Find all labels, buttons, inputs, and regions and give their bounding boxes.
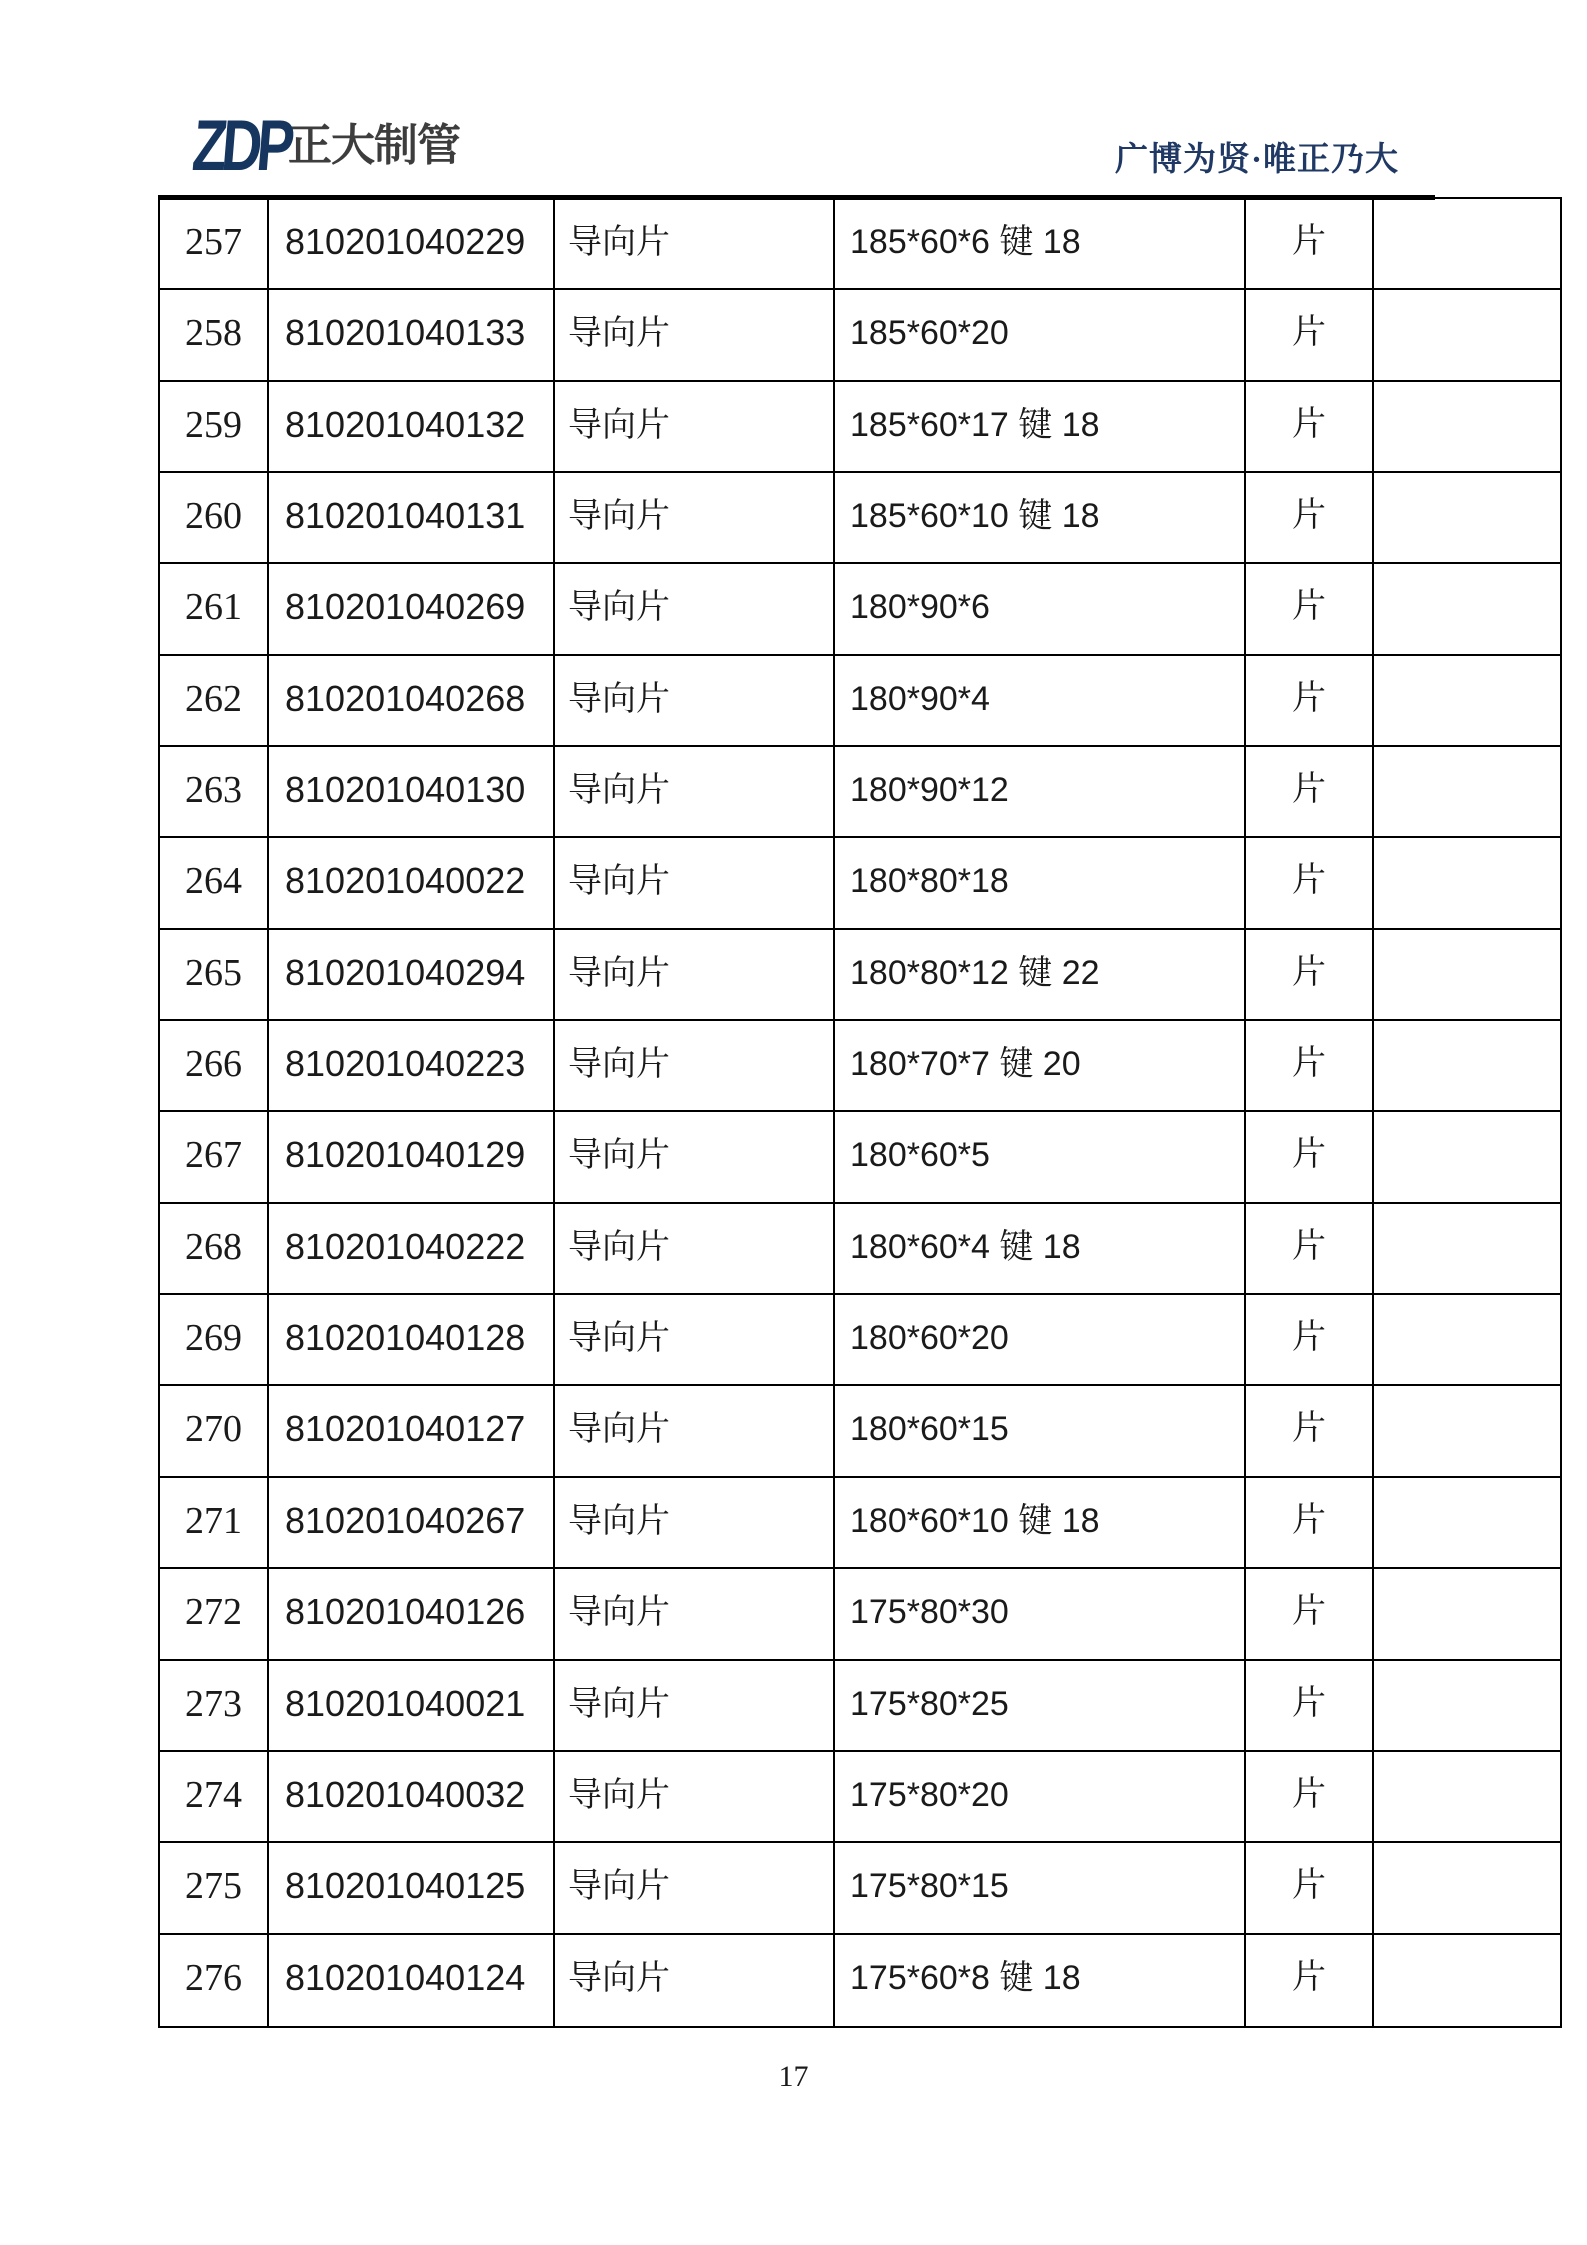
unit-cell: 片	[1246, 1843, 1374, 1934]
table-row	[160, 930, 1560, 1021]
row-number-cell: 264	[160, 838, 269, 929]
product-name-cell: 导向片	[555, 473, 835, 564]
product-name-cell: 导向片	[555, 1752, 835, 1843]
table-row	[160, 1386, 1560, 1477]
unit-cell: 片	[1246, 199, 1374, 290]
remark-cell	[1374, 838, 1560, 929]
product-name-cell: 导向片	[555, 656, 835, 747]
remark-cell	[1374, 1204, 1560, 1295]
row-number-cell: 259	[160, 382, 269, 473]
remark-cell	[1374, 564, 1560, 655]
company-logo	[189, 106, 460, 186]
remark-cell	[1374, 199, 1560, 290]
row-number-cell: 270	[160, 1386, 269, 1477]
table-row	[160, 199, 1560, 290]
product-name-cell: 导向片	[555, 1843, 835, 1934]
row-number-cell: 257	[160, 199, 269, 290]
material-code-cell: 810201040126	[269, 1569, 555, 1660]
material-code-cell: 810201040129	[269, 1112, 555, 1203]
remark-cell	[1374, 1569, 1560, 1660]
spec-cell: 180*80*18	[835, 838, 1246, 929]
spec-cell: 175*60*8 键 18	[835, 1935, 1246, 2026]
row-number-cell: 260	[160, 473, 269, 564]
spec-cell: 180*60*15	[835, 1386, 1246, 1477]
product-name-cell: 导向片	[555, 1295, 835, 1386]
spec-cell: 180*70*7 键 20	[835, 1021, 1246, 1112]
row-number-cell: 267	[160, 1112, 269, 1203]
table-row	[160, 1112, 1560, 1203]
spec-cell: 185*60*17 键 18	[835, 382, 1246, 473]
product-name-cell: 导向片	[555, 1386, 835, 1477]
spec-cell: 180*60*5	[835, 1112, 1246, 1203]
table-row	[160, 473, 1560, 564]
unit-cell: 片	[1246, 1569, 1374, 1660]
remark-cell	[1374, 1021, 1560, 1112]
table-row	[160, 290, 1560, 381]
table-row	[160, 1478, 1560, 1569]
spec-cell: 180*90*4	[835, 656, 1246, 747]
material-code-cell: 810201040022	[269, 838, 555, 929]
spec-cell: 180*90*6	[835, 564, 1246, 655]
material-code-cell: 810201040133	[269, 290, 555, 381]
product-name-cell: 导向片	[555, 1569, 835, 1660]
product-name-cell: 导向片	[555, 564, 835, 655]
remark-cell	[1374, 382, 1560, 473]
zdp-logo-icon: ZDP	[189, 106, 293, 186]
row-number-cell: 269	[160, 1295, 269, 1386]
spec-cell: 175*80*15	[835, 1843, 1246, 1934]
spec-cell: 180*90*12	[835, 747, 1246, 838]
product-name-cell: 导向片	[555, 747, 835, 838]
remark-cell	[1374, 656, 1560, 747]
unit-cell: 片	[1246, 473, 1374, 564]
unit-cell: 片	[1246, 838, 1374, 929]
unit-cell: 片	[1246, 1112, 1374, 1203]
row-number-cell: 265	[160, 930, 269, 1021]
unit-cell: 片	[1246, 1295, 1374, 1386]
product-name-cell: 导向片	[555, 1935, 835, 2026]
row-number-cell: 273	[160, 1661, 269, 1752]
company-name: 正大制管	[288, 121, 460, 170]
remark-cell	[1374, 1295, 1560, 1386]
product-name-cell: 导向片	[555, 1478, 835, 1569]
table-row	[160, 1843, 1560, 1934]
remark-cell	[1374, 1112, 1560, 1203]
table-row	[160, 656, 1560, 747]
unit-cell: 片	[1246, 1478, 1374, 1569]
row-number-cell: 274	[160, 1752, 269, 1843]
row-number-cell: 263	[160, 747, 269, 838]
table-row	[160, 747, 1560, 838]
product-name-cell: 导向片	[555, 838, 835, 929]
material-code-cell: 810201040032	[269, 1752, 555, 1843]
row-number-cell: 261	[160, 564, 269, 655]
material-code-cell: 810201040127	[269, 1386, 555, 1477]
material-code-cell: 810201040125	[269, 1843, 555, 1934]
row-number-cell: 266	[160, 1021, 269, 1112]
material-code-cell: 810201040130	[269, 747, 555, 838]
unit-cell: 片	[1246, 930, 1374, 1021]
unit-cell: 片	[1246, 564, 1374, 655]
spec-cell: 175*80*20	[835, 1752, 1246, 1843]
remark-cell	[1374, 930, 1560, 1021]
row-number-cell: 258	[160, 290, 269, 381]
unit-cell: 片	[1246, 1661, 1374, 1752]
page-number: 17	[778, 2060, 809, 2093]
product-name-cell: 导向片	[555, 1661, 835, 1752]
parts-table	[158, 197, 1562, 2028]
unit-cell: 片	[1246, 1752, 1374, 1843]
product-name-cell: 导向片	[555, 930, 835, 1021]
material-code-cell: 810201040269	[269, 564, 555, 655]
material-code-cell: 810201040223	[269, 1021, 555, 1112]
row-number-cell: 275	[160, 1843, 269, 1934]
material-code-cell: 810201040021	[269, 1661, 555, 1752]
material-code-cell: 810201040229	[269, 199, 555, 290]
material-code-cell: 810201040132	[269, 382, 555, 473]
spec-cell: 175*80*30	[835, 1569, 1246, 1660]
remark-cell	[1374, 1386, 1560, 1477]
table-row	[160, 1021, 1560, 1112]
spec-cell: 185*60*6 键 18	[835, 199, 1246, 290]
material-code-cell: 810201040222	[269, 1204, 555, 1295]
unit-cell: 片	[1246, 1021, 1374, 1112]
table-row	[160, 1935, 1560, 2026]
table-row	[160, 1204, 1560, 1295]
product-name-cell: 导向片	[555, 1021, 835, 1112]
material-code-cell: 810201040268	[269, 656, 555, 747]
row-number-cell: 276	[160, 1935, 269, 2026]
table-row	[160, 838, 1560, 929]
spec-cell: 180*60*10 键 18	[835, 1478, 1246, 1569]
table-top-thick-border	[158, 195, 1435, 200]
remark-cell	[1374, 290, 1560, 381]
table-row	[160, 564, 1560, 655]
unit-cell: 片	[1246, 747, 1374, 838]
unit-cell: 片	[1246, 656, 1374, 747]
remark-cell	[1374, 1843, 1560, 1934]
row-number-cell: 272	[160, 1569, 269, 1660]
unit-cell: 片	[1246, 1204, 1374, 1295]
spec-cell: 180*60*20	[835, 1295, 1246, 1386]
company-slogan: 广博为贤·唯正乃大	[1114, 142, 1399, 178]
table-row	[160, 382, 1560, 473]
material-code-cell: 810201040128	[269, 1295, 555, 1386]
remark-cell	[1374, 747, 1560, 838]
row-number-cell: 262	[160, 656, 269, 747]
remark-cell	[1374, 473, 1560, 564]
material-code-cell: 810201040294	[269, 930, 555, 1021]
spec-cell: 185*60*10 键 18	[835, 473, 1246, 564]
row-number-cell: 268	[160, 1204, 269, 1295]
table-body	[160, 199, 1560, 2026]
unit-cell: 片	[1246, 382, 1374, 473]
unit-cell: 片	[1246, 290, 1374, 381]
spec-cell: 175*80*25	[835, 1661, 1246, 1752]
remark-cell	[1374, 1478, 1560, 1569]
product-name-cell: 导向片	[555, 382, 835, 473]
spec-cell: 180*60*4 键 18	[835, 1204, 1246, 1295]
table-row	[160, 1661, 1560, 1752]
table-row	[160, 1752, 1560, 1843]
spec-cell: 180*80*12 键 22	[835, 930, 1246, 1021]
row-number-cell: 271	[160, 1478, 269, 1569]
remark-cell	[1374, 1661, 1560, 1752]
product-name-cell: 导向片	[555, 290, 835, 381]
table-row	[160, 1569, 1560, 1660]
spec-cell: 185*60*20	[835, 290, 1246, 381]
product-name-cell: 导向片	[555, 1112, 835, 1203]
product-name-cell: 导向片	[555, 199, 835, 290]
table-row	[160, 1295, 1560, 1386]
unit-cell: 片	[1246, 1935, 1374, 2026]
material-code-cell: 810201040131	[269, 473, 555, 564]
product-name-cell: 导向片	[555, 1204, 835, 1295]
material-code-cell: 810201040124	[269, 1935, 555, 2026]
unit-cell: 片	[1246, 1386, 1374, 1477]
material-code-cell: 810201040267	[269, 1478, 555, 1569]
remark-cell	[1374, 1752, 1560, 1843]
remark-cell	[1374, 1935, 1560, 2026]
